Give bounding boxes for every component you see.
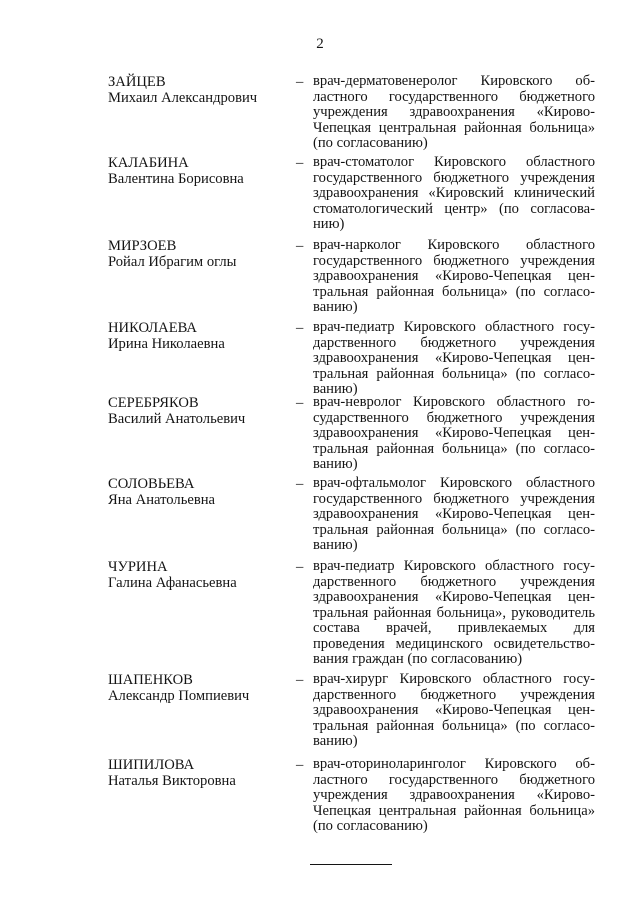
member-entry bbox=[0, 559, 640, 672]
member-name bbox=[108, 320, 293, 352]
member-position: врач-хирург Кировского областного государственного бюджетного учреждения здравоохранения «Кирово-Чепецкая центральная районная больница» (по согласованию) bbox=[313, 671, 595, 749]
member-entry bbox=[0, 757, 640, 837]
member-position: врач-нарколог Кировского областного государственного бюджетного учреждения здравоохранения «Кирово-Чепецкая центральная районная больница» (по согласованию) bbox=[313, 237, 595, 315]
separator-dash: – bbox=[296, 395, 304, 411]
member-position: врач-оториноларинголог Кировского областного государственного бюджетного учреждения здравоохранения «Кирово-Чепецкая центральная районная больница» (по согласованию) bbox=[313, 756, 595, 834]
page-number: 2 bbox=[316, 36, 324, 52]
member-surname: НИКОЛАЕВА bbox=[108, 320, 197, 336]
member-given-names: Ройал Ибрагим оглы bbox=[108, 254, 237, 270]
member-name bbox=[108, 559, 293, 591]
member-entry bbox=[0, 672, 640, 757]
member-position: врач-дерматовенеролог Кировского областного государственного бюджетного учреждения здравоохранения «Кирово-Чепецкая центральная районная больница» (по согласованию) bbox=[313, 73, 595, 151]
member-entry bbox=[0, 238, 640, 320]
member-name bbox=[108, 238, 293, 270]
separator-dash: – bbox=[296, 757, 304, 773]
separator-dash: – bbox=[296, 320, 304, 336]
member-given-names: Михаил Александрович bbox=[108, 90, 258, 106]
member-entry bbox=[0, 155, 640, 238]
member-name bbox=[108, 672, 293, 704]
separator-dash: – bbox=[296, 74, 304, 90]
closing-rule bbox=[310, 864, 392, 865]
member-entry bbox=[0, 74, 640, 155]
member-position: врач-офтальмолог Кировского областного государственного бюджетного учреждения здравоохранения «Кирово-Чепецкая центральная районная больница» (по согласованию) bbox=[313, 475, 595, 553]
member-surname: СОЛОВЬЕВА bbox=[108, 476, 195, 492]
member-name bbox=[108, 476, 293, 508]
member-surname: ЗАЙЦЕВ bbox=[108, 74, 166, 90]
member-position: врач-педиатр Кировского областного государственного бюджетного учреждения здравоохранения «Кирово-Чепецкая центральная районная больница», руководитель состава врачей, привлекаемых для проведения медицинского освидетельствования граждан (по согласованию) bbox=[313, 558, 595, 667]
separator-dash: – bbox=[296, 476, 304, 492]
member-name bbox=[108, 757, 293, 789]
member-surname: ЧУРИНА bbox=[108, 559, 168, 575]
member-given-names: Валентина Борисовна bbox=[108, 171, 244, 187]
member-surname: ШАПЕНКОВ bbox=[108, 672, 193, 688]
member-surname: МИРЗОЕВ bbox=[108, 238, 177, 254]
member-entry bbox=[0, 476, 640, 559]
member-given-names: Александр Помпиевич bbox=[108, 688, 250, 704]
member-surname: СЕРЕБРЯКОВ bbox=[108, 395, 199, 411]
member-entry bbox=[0, 320, 640, 395]
member-name bbox=[108, 74, 293, 106]
member-name bbox=[108, 395, 293, 427]
member-surname: ШИПИЛОВА bbox=[108, 757, 195, 773]
separator-dash: – bbox=[296, 155, 304, 171]
commission-member-list bbox=[0, 74, 640, 837]
member-given-names: Василий Анатольевич bbox=[108, 411, 246, 427]
member-entry bbox=[0, 395, 640, 476]
member-name bbox=[108, 155, 293, 187]
member-given-names: Галина Афанасьевна bbox=[108, 575, 237, 591]
separator-dash: – bbox=[296, 238, 304, 254]
member-given-names: Ирина Николаевна bbox=[108, 336, 225, 352]
separator-dash: – bbox=[296, 559, 304, 575]
member-given-names: Яна Анатольевна bbox=[108, 492, 216, 508]
member-given-names: Наталья Викторовна bbox=[108, 773, 236, 789]
member-position: врач-педиатр Кировского областного государственного бюджетного учреждения здравоохранения «Кирово-Чепецкая центральная районная больница» (по согласованию) bbox=[313, 319, 595, 397]
member-surname: КАЛАБИНА bbox=[108, 155, 189, 171]
separator-dash: – bbox=[296, 672, 304, 688]
member-position: врач-невролог Кировского областного государственного бюджетного учреждения здравоохранения «Кирово-Чепецкая центральная районная больница» (по согласованию) bbox=[313, 394, 595, 472]
member-position: врач-стоматолог Кировского областного государственного бюджетного учреждения здравоохранения «Кировский клинический стоматологический центр» (по согласованию) bbox=[313, 154, 595, 232]
